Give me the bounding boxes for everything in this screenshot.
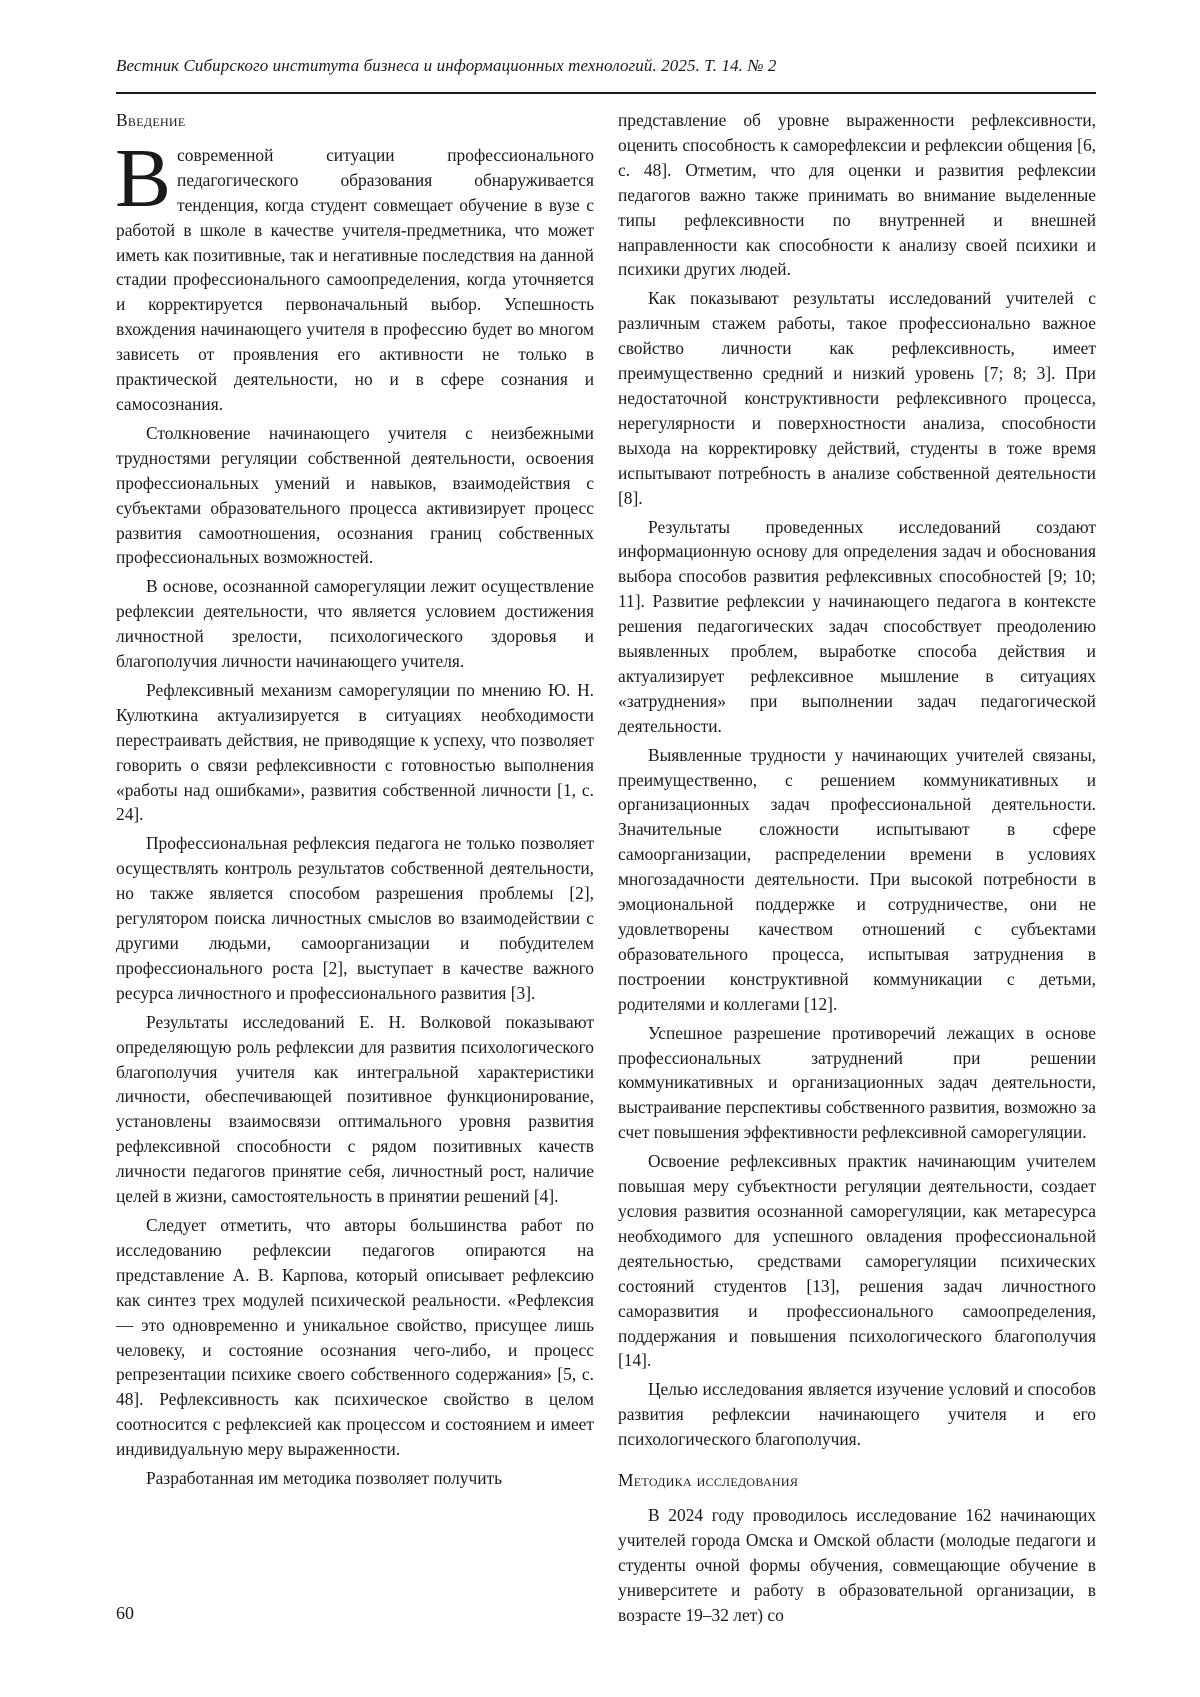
paragraph: Целью исследования является изучение условий и способов развития рефлексии начинающего учителя и его психологического благополучия. [618, 1377, 1096, 1452]
right-column [618, 108, 1096, 1631]
section-title-introduction: Введение [116, 108, 594, 133]
intro-paragraph [116, 143, 594, 417]
continued-paragraph: представление об уровне выраженности рефлексивности, оценить способность к саморефлексии и рефлексии общения [6, с. 48]. Отметим, что для оценки и развития рефлексии педагогов важно также принимать во внимание выделенные типы рефлексивности по внутренней и внешней направленности как способности к анализу своей психики и психики других людей. [618, 108, 1096, 282]
intro-text: современной ситуации профессионального педагогического образования обнаруживается тенденция, когда студент совмещает обучение в вузе с работой в школе в качестве учителя-предметника, что может иметь как позитивные, так и негативные последствия на данной стадии профессионального самоопределения, когда уточняется и корректируется первоначальный выбор. Успешность вхождения начинающего учителя в профессию будет во многом зависеть от проявления его активности не только в практической деятельности, но и в сфере сознания и самосознания. [116, 145, 594, 414]
left-column [116, 108, 594, 1495]
paragraph: Разработанная им методика позволяет получить [116, 1466, 594, 1491]
page-number: 60 [116, 1603, 134, 1624]
paragraph: Столкновение начинающего учителя с неизбежными трудностями регуляции собственной деятельности, освоения профессиональных умений и навыков, взаимодействия с субъектами образовательного процесса активизирует процесс развития самоотношения, осознания границ собственных профессиональных возможностей. [116, 421, 594, 570]
header-rule [116, 92, 1096, 94]
section-title-methods: Методика исследования [618, 1468, 1096, 1493]
paragraph: Результаты исследований Е. Н. Волковой показывают определяющую роль рефлексии для развития психологического благополучия учителя как интегральной характеристики личности, обеспечивающей позитивное функционирование, установлены взаимосвязи оптимального уровня развития рефлексивной способности с рядом позитивных качеств личности педагогов принятие себя, личностный рост, наличие целей в жизни, самостоятельность в принятии решений [4]. [116, 1010, 594, 1209]
paragraph: Как показывают результаты исследований учителей с различным стажем работы, такое профессионально важное свойство личности как рефлексивность, имеет преимущественно средний и низкий уровень [7; 8; 3]. При недостаточной конструктивности рефлексивного процесса, нерегулярности и поверхностности анализа, способности выхода на корректировку действий, студенты в тоже время испытывают потребность в анализе собственной деятельности [8]. [618, 286, 1096, 510]
drop-cap: В [115, 147, 171, 211]
paragraph: Рефлексивный механизм саморегуляции по мнению Ю. Н. Кулюткина актуализируется в ситуациях необходимости перестраивать действия, не приводящие к успеху, что позволяет говорить о связи рефлексивности с готовностью выполнения «работы над ошибками», развития собственной личности [1, с. 24]. [116, 678, 594, 827]
paragraph: Следует отметить, что авторы большинства работ по исследованию рефлексии педагогов опираются на представление А. В. Карпова, который описывает рефлексию как синтез трех модулей психической реальности. «Рефлексия — это одновременно и уникальное свойство, присущее лишь человеку, и состояние осознания чего-либо, и процесс репрезентации психике своего собственного содержания» [5, с. 48]. Рефлексивность как психическое свойство в целом соотносится с рефлексией как процессом и состоянием и имеет индивидуальную меру выраженности. [116, 1213, 594, 1462]
running-head: Вестник Сибирского института бизнеса и информационных технологий. 2025. Т. 14. № 2 [116, 56, 1096, 76]
paragraph: Выявленные трудности у начинающих учителей связаны, преимущественно, с решением коммуникативных и организационных задач профессиональной деятельности. Значительные сложности испытывают в сфере самоорганизации, распределении времени в условиях многозадачности деятельности. При высокой потребности в эмоциональной поддержке и сотрудничестве, они не удовлетворены качеством отношений с субъектами образовательного процесса, испытывая затруднения в построении конструктивной коммуникации с детьми, родителями и коллегами [12]. [618, 743, 1096, 1017]
paragraph: Результаты проведенных исследований создают информационную основу для определения задач и обоснования выбора способов развития рефлексивных способностей [9; 10; 11]. Развитие рефлексии у начинающего педагога в контексте решения педагогических задач способствует преодолению выявленных проблем, выработке способа действия и актуализирует рефлексивное мышление в ситуациях «затруднения» при выполнении задач педагогической деятельности. [618, 515, 1096, 739]
methods-paragraph: В 2024 году проводилось исследование 162 начинающих учителей города Омска и Омской области (молодые педагоги и студенты очной формы обучения, совмещающие обучение в университете и работу в образовательной организации, в возрасте 19–32 лет) со [618, 1503, 1096, 1628]
paragraph: Успешное разрешение противоречий лежащих в основе профессиональных затруднений при решении коммуникативных и организационных задач деятельности, выстраивание перспективы собственного развития, возможно за счет повышения эффективности рефлексивной саморегуляции. [618, 1021, 1096, 1146]
paragraph: В основе, осознанной саморегуляции лежит осуществление рефлексии деятельности, что является условием достижения личностной зрелости, психологического здоровья и благополучия личности начинающего учителя. [116, 574, 594, 674]
paragraph: Освоение рефлексивных практик начинающим учителем повышая меру субъектности регуляции деятельности, создает условия развития осознанной саморегуляции, как метаресурса необходимого для успешного овладения профессиональной деятельностью, средствами саморегуляции психических состояний студентов [13], решения задач личностного саморазвития и профессионального самоопределения, поддержания и повышения психологического благополучия [14]. [618, 1149, 1096, 1373]
paragraph: Профессиональная рефлексия педагога не только позволяет осуществлять контроль результатов собственной деятельности, но также является способом разрешения проблемы [2], регулятором поиска личностных смыслов во взаимодействии с другими людьми, самоорганизации и побудителем профессионального роста [2], выступает в качестве важного ресурса личностного и профессионального развития [3]. [116, 831, 594, 1005]
